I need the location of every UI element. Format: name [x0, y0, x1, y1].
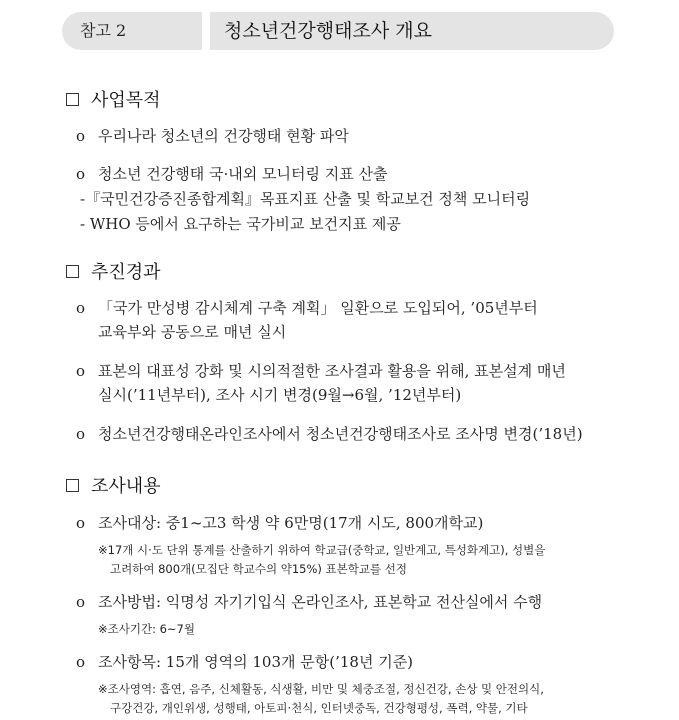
square-box-icon [66, 479, 79, 492]
list-item-continuation: 실시(’11년부터), 조사 시기 변경(9월→6월, ’12년부터) [98, 386, 462, 404]
section-heading-text: 사업목적 [91, 90, 161, 111]
list-item-text: 조사대상: 중1~고3 학생 약 6만명(17개 시도, 800개학교) [98, 514, 484, 532]
list-item [76, 651, 413, 672]
header-divider [202, 12, 210, 50]
circle-bullet-icon: ο [76, 362, 86, 380]
list-item-text: 청소년 건강행태 국·내외 모니터링 지표 산출 [98, 165, 388, 183]
list-item [76, 360, 566, 381]
list-item [76, 125, 349, 146]
circle-bullet-icon: ο [76, 299, 86, 317]
section-heading-text: 추진경과 [91, 262, 161, 283]
note-text: 구강건강, 개인위생, 성행태, 아토피·천식, 인터넷중독, 건강형평성, 폭력, 약물, 기타 [110, 701, 528, 715]
list-item-text: 조사방법: 익명성 자기기입식 온라인조사, 표본학교 전산실에서 수행 [98, 593, 543, 611]
circle-bullet-icon: ο [76, 514, 86, 532]
page-title: 청소년건강행태조사 개요 [224, 20, 432, 42]
circle-bullet-icon: ο [76, 653, 86, 671]
dash-item: - WHO 등에서 요구하는 국가비교 보건지표 제공 [80, 215, 401, 233]
circle-bullet-icon: ο [76, 165, 86, 183]
list-item-continuation: 교육부와 공동으로 매년 실시 [98, 323, 287, 341]
header-banner [62, 12, 614, 50]
circle-bullet-icon: ο [76, 127, 86, 145]
note-text: ※조사기간: 6~7월 [98, 622, 195, 636]
list-item [76, 423, 583, 444]
note-text: ※17개 시·도 단위 통계를 산출하기 위하여 학교급(중학교, 일반계고, 특성화계고), 성별을 [98, 543, 546, 557]
square-box-icon [66, 93, 79, 106]
note-text: ※조사영역: 흡연, 음주, 신체활동, 식생활, 비만 및 체중조절, 정신건강, 손상 및 안전의식, [98, 682, 544, 696]
list-item [76, 163, 387, 184]
section-heading-text: 조사내용 [91, 476, 161, 497]
list-item-text: 표본의 대표성 강화 및 시의적절한 조사결과 활용을 위해, 표본설계 매년 [98, 362, 566, 380]
list-item [76, 512, 483, 533]
list-item [76, 297, 538, 318]
list-item-text: 「국가 만성병 감시체계 구축 계획」 일환으로 도입되어, ’05년부터 [98, 299, 538, 317]
circle-bullet-icon: ο [76, 593, 86, 611]
note-text: 고려하여 800개(모집단 학교수의 약15%) 표본학교를 선정 [110, 562, 407, 576]
section-heading-contents [66, 472, 161, 498]
reference-label: 참고 2 [80, 21, 127, 40]
list-item-text: 청소년건강행태온라인조사에서 청소년건강행태조사로 조사명 변경(’18년) [98, 425, 583, 443]
list-item-text: 우리나라 청소년의 건강행태 현황 파악 [98, 127, 349, 145]
list-item-text: 조사항목: 15개 영역의 103개 문항(’18년 기준) [98, 653, 414, 671]
square-box-icon [66, 265, 79, 278]
section-heading-progress [66, 258, 161, 284]
circle-bullet-icon: ο [76, 425, 86, 443]
list-item [76, 591, 542, 612]
section-heading-purpose [66, 86, 161, 112]
dash-item: -『국민건강증진종합계획』목표지표 산출 및 학교보건 정책 모니터링 [80, 190, 531, 208]
